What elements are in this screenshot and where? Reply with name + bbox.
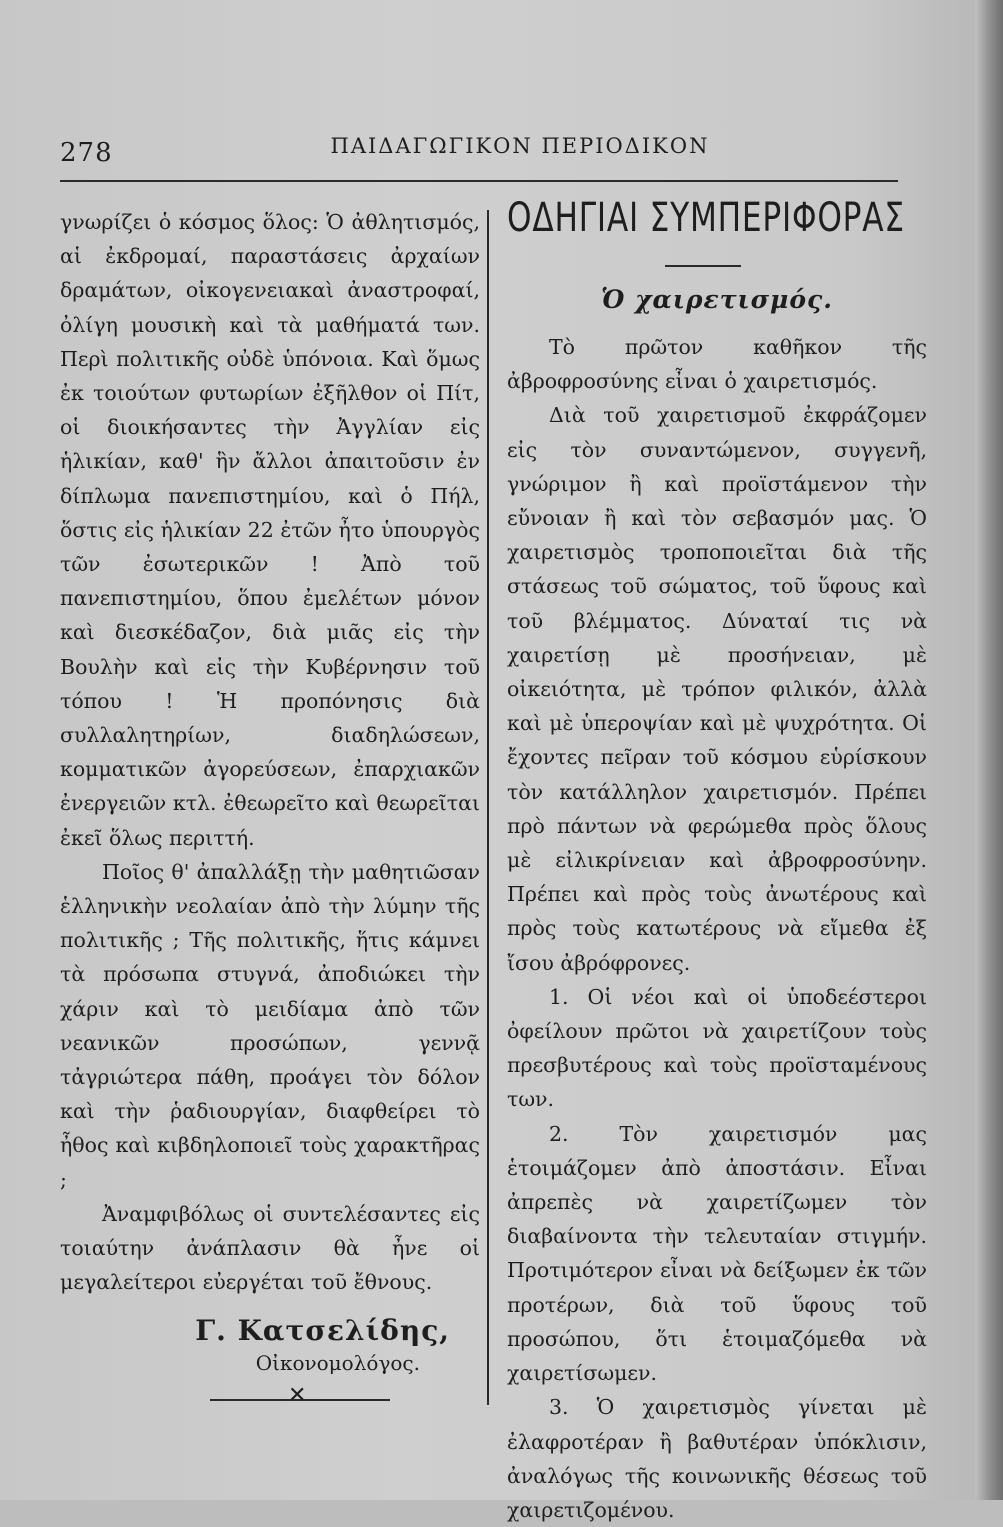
page-header [60, 128, 898, 174]
section-end-ornament [60, 1382, 480, 1417]
right-paragraph-1: Τὸ πρῶτον καθῆκον τῆς ἀβροφροσύνης εἶναι ὁ χαιρετισμός. [507, 335, 927, 394]
headline-rule [665, 265, 741, 267]
article-headline: ΟΔΗΓΙΑΙ ΣΥΜΠΕΡΙΦΟΡΑΣ [507, 195, 905, 241]
right-paragraph-5: 3. Ὁ χαιρετισμὸς γίνεται μὲ ἐλαφροτέραν ἢ βαθυτέραν ὑπόκλισιν, ἀναλόγως τῆς κοινωνικῆς θέσεως τοῦ χαιρετιζομένου. [507, 1395, 927, 1522]
author-role: Οἰκονομολόγος. [255, 1350, 420, 1375]
left-paragraph-3: Ἀναμφιβόλως οἱ συντελέσαντες εἰς τοιαύτην ἀνάπλασιν θὰ ἦνε οἱ μεγαλείτεροι εὐεργέται τοῦ ἔθνους. [60, 1201, 480, 1295]
article-subheading: Ὁ χαιρετισμός. [601, 285, 833, 314]
author-signature: Γ. Κατσελίδης, [195, 1313, 450, 1347]
right-column [507, 195, 927, 1527]
left-paragraph-1: γνωρίζει ὁ κόσμος ὅλος: Ὁ ἀθλητισμός, αἱ ἐκδρομαί, παραστάσεις ἀρχαίων δραμάτων, οἰκογενειακαὶ ἀναστροφαί, ὀλίγη μουσικὴ καὶ τὰ μαθήματά των. Περὶ πολιτικῆς οὐδὲ ὑπόνοια. Καὶ ὅμως ἐκ τοιούτων φυτωρίων ἐξῆλθον οἱ Πίτ, οἱ διοικήσαντες τὴν Ἀγγλίαν εἰς ἡλικίαν, καθ' ἣν ἄλλοι ἀπαιτοῦσιν ἐν δίπλωμα πανεπιστημίου, καὶ ὁ Πήλ, ὅστις εἰς ἡλικίαν 22 ἐτῶν ἦτο ὑπουργὸς τῶν ἐσωτερικῶν ! Ἀπὸ τοῦ πανεπιστημίου, ὅπου ἐμελέτων μόνον καὶ διεσκέδαζον, διὰ μιᾶς εἰς τὴν Βουλὴν καὶ εἰς τὴν Κυβέρνησιν τοῦ τόπου ! Ἡ προπόνησις διὰ συλλαλητηρίων, διαδηλώσεων, κομματικῶν ἀγορεύσεων, ἐπαρχιακῶν ἐνεργειῶν κτλ. ἐθεωρεῖτο καὶ θεωρεῖται ἐκεῖ ὅλως περιττή. [60, 210, 480, 850]
right-paragraph-3: 1. Οἱ νέοι καὶ οἱ ὑποδεέστεροι ὀφείλουν πρῶτοι νὰ χαιρετίζουν τοὺς πρεσβυτέρους καὶ τοὺς προϊσταμένους των. [507, 984, 927, 1112]
right-paragraph-2: Διὰ τοῦ χαιρετισμοῦ ἐκφράζομεν εἰς τὸν συναντώμενον, συγγενῆ, γνώριμον ἢ καὶ προϊστάμενον τὴν εὔνοιαν ἢ καὶ τὸν σεβασμόν μας. Ὁ χαιρετισμὸς τροποποιεῖται διὰ τῆς στάσεως τοῦ σώματος, τοῦ ὕφους καὶ τοῦ βλέμματος. Δύναταί τις νὰ χαιρετίσῃ μὲ προσήνειαν, μὲ οἰκειότητα, μὲ τρόπον φιλικόν, ἀλλὰ καὶ μὲ ὑπεροψίαν καὶ μὲ ψυχρότητα. Οἱ ἔχοντες πεῖραν τοῦ κόσμου εὑρίσκουν τὸν κατάλληλον χαιρετισμόν. Πρέπει πρὸ πάντων νὰ φερώμεθα πρὸς ὅλους μὲ εἰλικρίνειαν καὶ ἀβροφροσύνην. Πρέπει καὶ πρὸς τοὺς ἀνωτέρους καὶ πρὸς τοὺς κατωτέρους νὰ εἴμεθα ἐξ ἴσου ἀβρόφρονες. [507, 403, 927, 975]
column-divider [487, 210, 489, 1405]
ornament-cross-icon: ✕ [288, 1382, 307, 1408]
right-paragraph-4: 2. Τὸν χαιρετισμόν μας ἑτοιμάζομεν ἀπὸ ἀποστάσιν. Εἶναι ἀπρεπὲς νὰ χαιρετίζωμεν τὸν διαβαίνοντα τὴν τελευταίαν στιγμήν. Προτιμότερον εἶναι νὰ δείξωμεν ἐκ τῶν προτέρων, διὰ τοῦ ὕφους τοῦ προσώπου, ὅτι ἑτοιμαζόμεθα νὰ χαιρετίσωμεν. [507, 1121, 927, 1386]
page-number: 278 [60, 138, 113, 168]
header-rule [60, 180, 898, 182]
left-paragraph-2: Ποῖος θ' ἀπαλλάξῃ τὴν μαθητιῶσαν ἑλληνικὴν νεολαίαν ἀπὸ τὴν λύμην τῆς πολιτικῆς ; Τῆς πολιτικῆς, ἥτις κάμνει τὰ πρόσωπα στυγνά, ἀποδιώκει τὴν χάριν καὶ τὸ μειδίαμα ἀπὸ τῶν νεανικῶν προσώπων, γεννᾷ τἀγριώτερα πάθη, προάγει τὸν δόλον καὶ τὴν ῥαδιουργίαν, διαφθείρει τὸ ἦθος καὶ κιβδηλοποιεῖ τοὺς χαρακτῆρας ; [60, 859, 480, 1192]
left-column [60, 205, 480, 1417]
running-head: ΠΑΙΔΑΓΩΓΙΚΟΝ ΠΕΡΙΟΔΙΚΟΝ [330, 134, 710, 158]
book-spine-shadow [975, 0, 1003, 1500]
